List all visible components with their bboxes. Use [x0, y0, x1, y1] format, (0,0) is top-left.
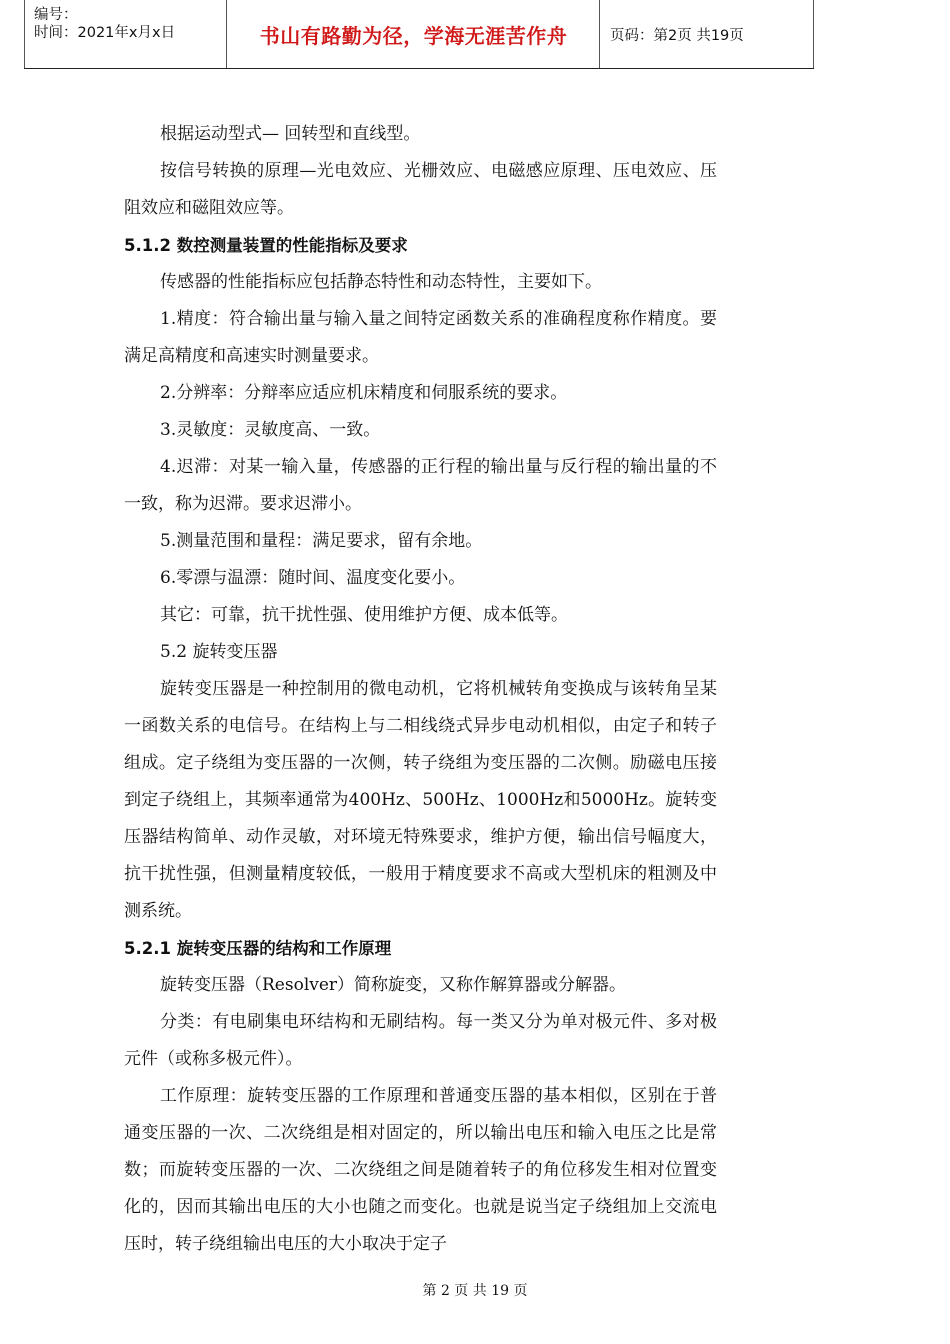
paragraph: 3.灵敏度：灵敏度高、一致。	[160, 420, 381, 440]
paragraph: 工作原理：旋转变压器的工作原理和普通变压器的基本相似，区别在于普通变压器的一次、二次绕组是相对固定的，所以输出电压和输入电压之比是常数；而旋转变压器的一次、二次绕组之间是随着转子的角位移发生相对位置变化的，因而其输出电压的大小也随之而变化。也就是说当定子绕组加上交流电压时，转子绕组输出电压的大小取决于定子	[124, 1086, 717, 1254]
paragraph: 1.精度：符合输出量与输入量之间特定函数关系的准确程度称作精度。要满足高精度和高速实时测量要求。	[124, 309, 717, 366]
header-divider	[599, 0, 600, 68]
section-heading: 5.1.2 数控测量装置的性能指标及要求	[124, 236, 408, 255]
paragraph: 传感器的性能指标应包括静态特性和动态特性，主要如下。	[160, 272, 602, 292]
paragraph: 其它：可靠，抗干扰性强、使用维护方便、成本低等。	[160, 605, 568, 625]
header-divider	[226, 0, 227, 68]
header-page-info: 页码：第2页 共19页	[610, 28, 744, 44]
paragraph: 分类：有电刷集电环结构和无刷结构。每一类又分为单对极元件、多对极元件（或称多极元件）。	[124, 1012, 717, 1069]
paragraph: 5.2 旋转变压器	[160, 642, 278, 662]
paragraph: 按信号转换的原理—光电效应、光栅效应、电磁感应原理、压电效应、压阻效应和磁阻效应等。	[124, 161, 717, 218]
header-divider	[24, 0, 25, 68]
paragraph: 根据运动型式— 回转型和直线型。	[160, 124, 421, 144]
paragraph: 4.迟滞：对某一输入量，传感器的正行程的输出量与反行程的输出量的不一致，称为迟滞。要求迟滞小。	[124, 457, 717, 514]
document-body	[124, 116, 717, 1263]
header-time-label: 时间：2021年x月x日	[34, 25, 176, 41]
header-number-label: 编号：	[34, 7, 78, 23]
page-footer: 第 2 页 共 19 页	[422, 1283, 528, 1299]
paragraph: 旋转变压器（Resolver）简称旋变，又称作解算器或分解器。	[160, 975, 627, 995]
header-divider	[813, 0, 814, 68]
section-heading: 5.2.1 旋转变压器的结构和工作原理	[124, 939, 392, 958]
paragraph: 旋转变压器是一种控制用的微电动机，它将机械转角变换成与该转角呈某一函数关系的电信号。在结构上与二相线绕式异步电动机相似，由定子和转子组成。定子绕组为变压器的一次侧，转子绕组为变压器的二次侧。励磁电压接到定子绕组上，其频率通常为400Hz、500Hz、1000Hz和5000Hz。旋转变压器结构简单、动作灵敏，对环境无特殊要求，维护方便，输出信号幅度大，抗干扰性强，但测量精度较低，一般用于精度要求不高或大型机床的粗测及中测系统。	[124, 679, 717, 921]
paragraph: 6.零漂与温漂：随时间、温度变化要小。	[160, 568, 466, 588]
paragraph: 2.分辨率：分辩率应适应机床精度和伺服系统的要求。	[160, 383, 568, 403]
header-motto: 书山有路勤为径，学海无涯苦作舟	[259, 24, 568, 48]
paragraph: 5.测量范围和量程：满足要求，留有余地。	[160, 531, 483, 551]
page-header	[24, 0, 814, 69]
